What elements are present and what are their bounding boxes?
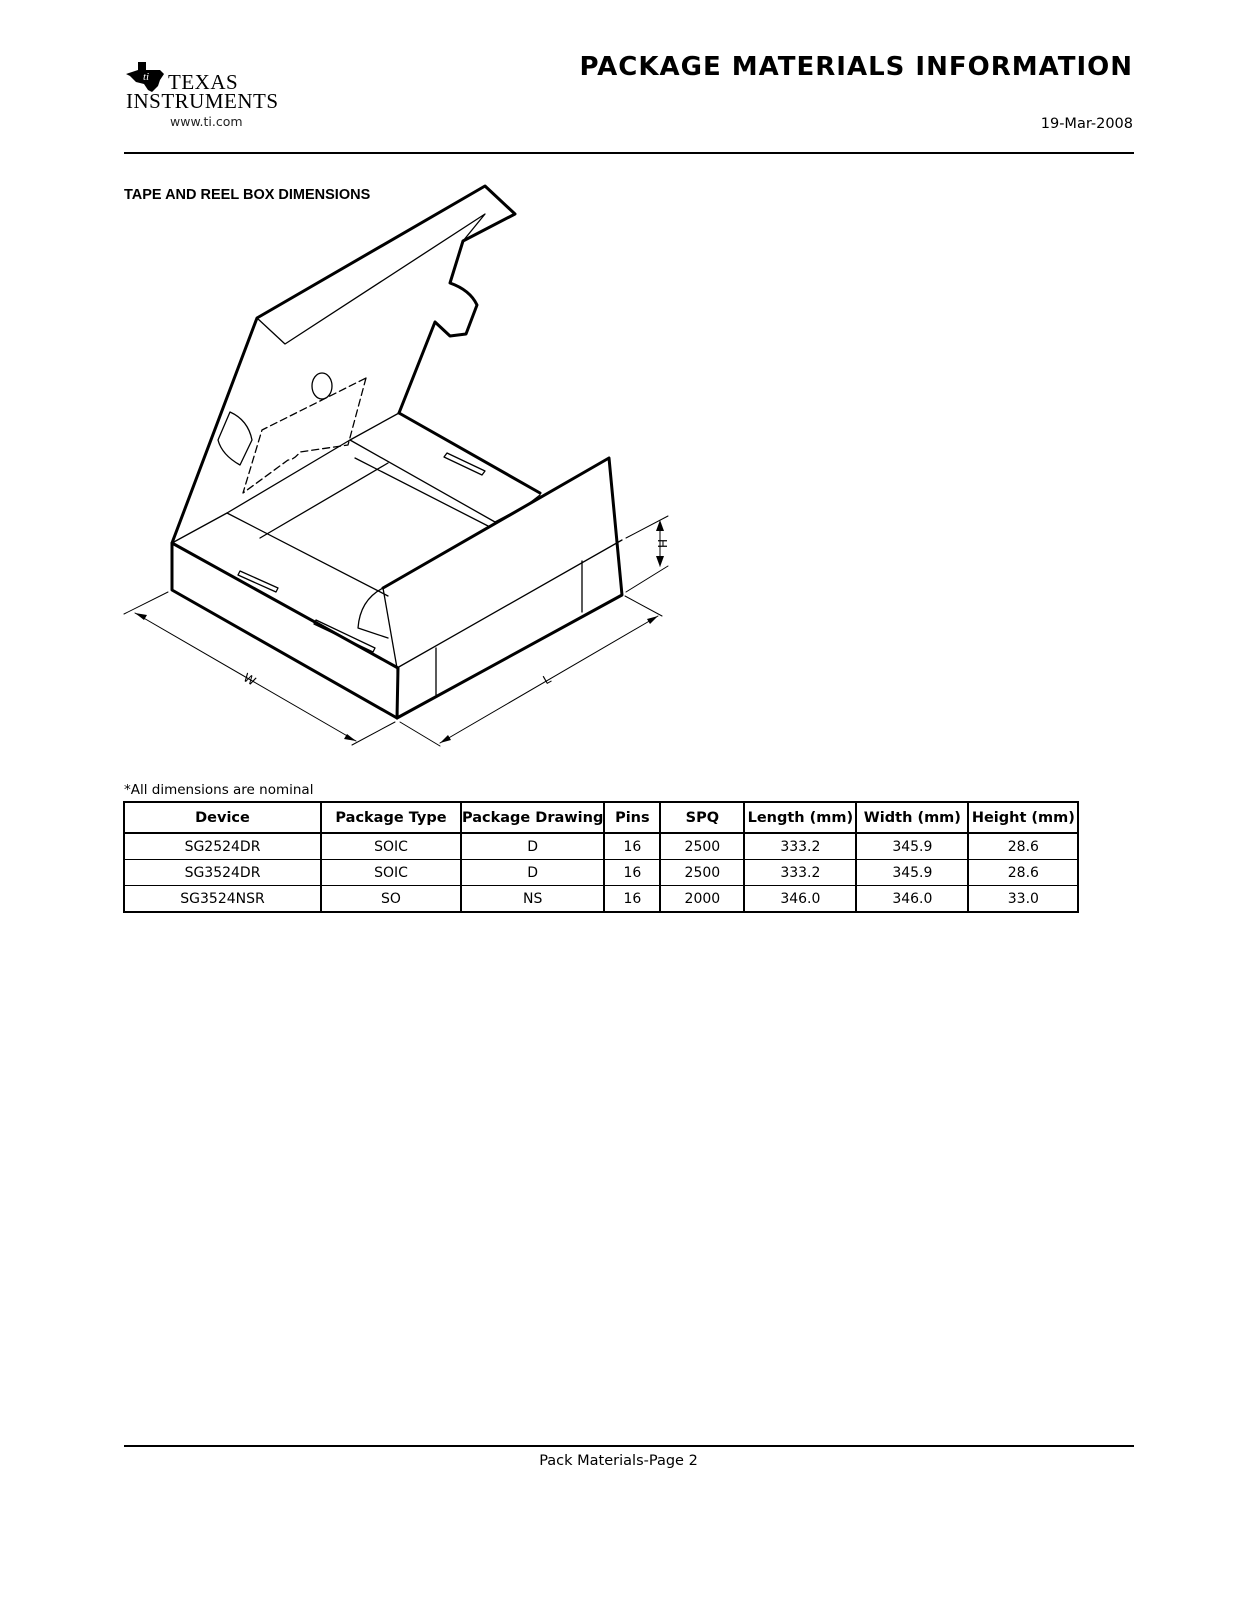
cell-pins: 16 <box>604 833 660 860</box>
header-width: Width (mm) <box>856 802 968 833</box>
cell-length: 346.0 <box>744 886 856 913</box>
cell-height: 33.0 <box>968 886 1078 913</box>
cell-pins: 16 <box>604 860 660 886</box>
svg-text:ti: ti <box>143 71 150 83</box>
dimensions-note: *All dimensions are nominal <box>124 782 314 798</box>
header-length: Length (mm) <box>744 802 856 833</box>
website-link[interactable]: www.ti.com <box>170 114 243 129</box>
table-row <box>124 886 1078 913</box>
dimension-label-l: L <box>540 671 554 688</box>
cell-device: SG3524NSR <box>124 886 321 913</box>
header-package-type: Package Type <box>321 802 461 833</box>
cell-length: 333.2 <box>744 833 856 860</box>
cell-device: SG2524DR <box>124 833 321 860</box>
header-pins: Pins <box>604 802 660 833</box>
page-title: PACKAGE MATERIALS INFORMATION <box>579 52 1133 82</box>
cell-spq: 2500 <box>660 833 744 860</box>
cell-package-drawing: D <box>461 833 604 860</box>
dimension-label-h: H <box>655 539 669 549</box>
cell-pins: 16 <box>604 886 660 913</box>
header-divider <box>124 152 1134 154</box>
brand-line-texas: TEXAS <box>168 70 239 94</box>
cell-package-drawing: D <box>461 860 604 886</box>
cell-package-type: SOIC <box>321 860 461 886</box>
reel-box-diagram <box>110 180 710 760</box>
cell-package-drawing: NS <box>461 886 604 913</box>
table-header-row <box>124 802 1078 833</box>
cell-height: 28.6 <box>968 860 1078 886</box>
cell-width: 345.9 <box>856 833 968 860</box>
cell-length: 333.2 <box>744 860 856 886</box>
reel-box-dimensions-table <box>123 801 1079 913</box>
page-footer: Pack Materials-Page 2 <box>539 1453 698 1469</box>
document-date: 19-Mar-2008 <box>1040 116 1133 132</box>
cell-package-type: SOIC <box>321 833 461 860</box>
cell-width: 346.0 <box>856 886 968 913</box>
footer-divider <box>124 1445 1134 1447</box>
section-title: TAPE AND REEL BOX DIMENSIONS <box>124 187 371 203</box>
cell-height: 28.6 <box>968 833 1078 860</box>
cell-spq: 2500 <box>660 860 744 886</box>
dimension-label-w: W <box>240 670 259 689</box>
header-package-drawing: Package Drawing <box>461 802 604 833</box>
cell-width: 345.9 <box>856 860 968 886</box>
cell-spq: 2000 <box>660 886 744 913</box>
header-spq: SPQ <box>660 802 744 833</box>
header-device: Device <box>124 802 321 833</box>
ti-logo <box>124 60 294 132</box>
table-row <box>124 833 1078 860</box>
cell-device: SG3524DR <box>124 860 321 886</box>
header-height: Height (mm) <box>968 802 1078 833</box>
table-row <box>124 860 1078 886</box>
brand-line-instruments: INSTRUMENTS <box>126 89 279 113</box>
cell-package-type: SO <box>321 886 461 913</box>
